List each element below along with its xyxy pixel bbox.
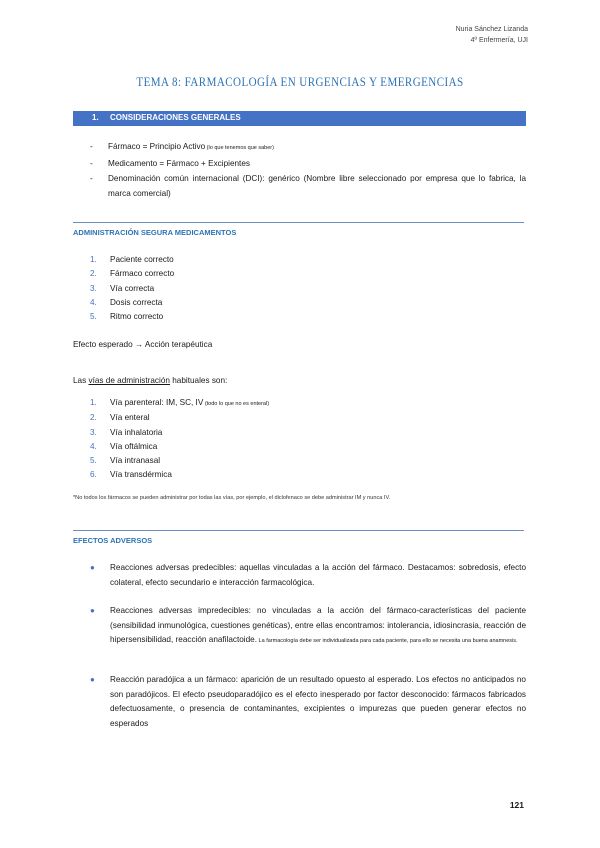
adverse-item: ● Reacción paradójica a un fármaco: aparición de un resultado opuesto al esperado. Los efectos no anticipados no son paradójicos. El efecto pseudoparadójico es el efecto inesperado por factor desconocido: fármacos fabricados defectuosamente, o presencia de contaminantes, excipientes o impurezas que pueden generar efectos no esperados (90, 675, 526, 728)
routes-footnote: *No todos los fármacos se pueden administrar por todas las vías, por ejemplo, el diclofenaco se debe administrar IM y nunca IV. (73, 495, 391, 501)
admin-list (90, 253, 174, 324)
list-item: 3. Vía inhalatoria (90, 427, 163, 437)
definition-note: (lo que tenemos que saber) (205, 145, 274, 151)
divider (73, 222, 524, 223)
divider (73, 530, 524, 531)
list-item: 1. Paciente correcto (90, 255, 174, 264)
definition-text: Medicamento = Fármaco + Excipientes (108, 159, 250, 168)
expected-effect: Efecto esperado → Acción terapéutica (73, 340, 213, 349)
definition-text: Fármaco = Principio Activo (108, 142, 206, 151)
list-item: 3. Vía correcta (90, 283, 155, 293)
page-title: TEMA 8: FARMACOLOGÍA EN URGENCIAS Y EMERGENCIAS (136, 74, 464, 89)
header-course: 4º Enfermería, UJI (470, 37, 528, 44)
adverse-heading: EFECTOS ADVERSOS (73, 536, 153, 545)
routes-intro: Las vías de administración habituales son: (73, 376, 228, 385)
admin-heading: ADMINISTRACIÓN SEGURA MEDICAMENTOS (73, 228, 237, 237)
list-item: 2. Fármaco correcto (90, 269, 175, 279)
definition-item: - Fármaco = Principio Activo (lo que tenemos que saber) (90, 142, 274, 151)
adverse-item: ● Reacciones adversas impredecibles: no vinculadas a la acción del fármaco-características del paciente (sensibilidad inmunológica, cuestiones genéticas), entre ellas encontramos: intolerancia, idiosincrasia, reacción de hipersensibilidad, reacción anafilactoide. La farmacología debe ser individualizada para cada paciente, para ello se necesita una buena anamnesis. (90, 606, 526, 644)
bullet-icon: ● (90, 563, 95, 572)
list-item: 5. Ritmo correcto (90, 312, 164, 322)
definition-item: - Medicamento = Fármaco + Excipientes (90, 159, 250, 168)
section-number: 1. (92, 113, 99, 122)
section-heading-bar (73, 111, 526, 126)
list-item: 1. Vía parenteral: IM, SC, IV (todo lo que no es enteral) (90, 398, 270, 407)
section-label: CONSIDERACIONES GENERALES (110, 113, 241, 122)
page-number: 121 (509, 800, 524, 810)
bullet-icon: ● (90, 675, 95, 684)
header-author: Nuria Sánchez Lizanda (455, 26, 528, 33)
list-item: 4. Dosis correcta (90, 297, 163, 307)
definition-item: - Denominación común internacional (DCI): genérico (Nombre libre seleccionado por empresa que lo fabrica, la marca comercial) (90, 174, 526, 198)
bullet-icon: ● (90, 606, 95, 615)
list-item: 5. Vía intranasal (90, 456, 161, 466)
list-item: 4. Vía oftálmica (90, 441, 158, 451)
routes-list (90, 396, 269, 483)
list-item: 6. Vía transdérmica (90, 470, 172, 480)
definitions-list (90, 139, 526, 201)
adverse-item: ● Reacciones adversas predecibles: aquellas vinculadas a la acción del fármaco. Destacamos: sobredosis, efecto colateral, efecto secundario e interacción farmacológica. (90, 563, 526, 587)
list-item: 2. Vía enteral (90, 413, 150, 423)
definition-text: Denominación común internacional (DCI): genérico (Nombre libre seleccionado por empresa que lo fabrica, la marca comercial) (108, 174, 526, 198)
